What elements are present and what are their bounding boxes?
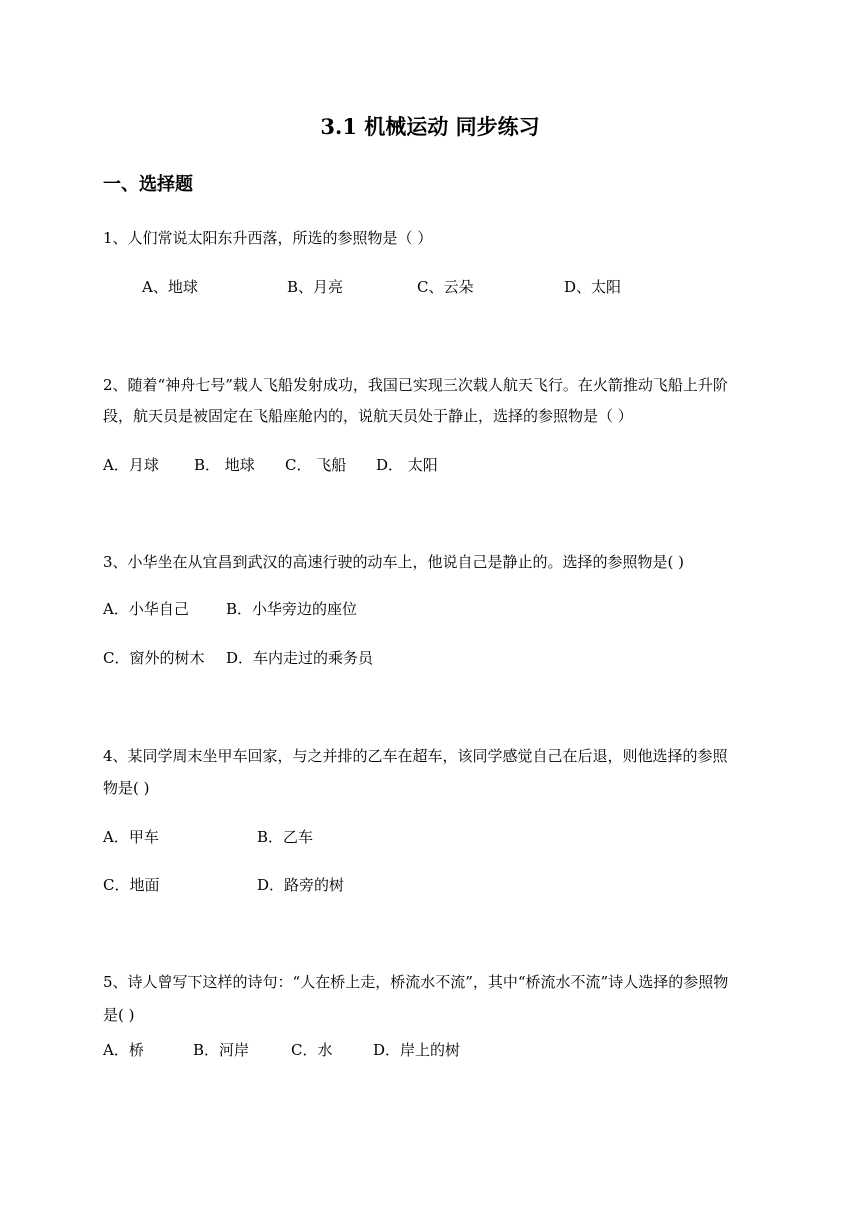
- section-heading: 一、选择题: [103, 174, 193, 195]
- question-5-option-a: A．桥: [103, 1041, 144, 1059]
- question-3-option-c: C．窗外的树木: [103, 649, 205, 667]
- question-4-text-line-1: 4、某同学周末坐甲车回家，与之并排的乙车在超车，该同学感觉自己在后退，则他选择的参照: [103, 747, 728, 765]
- question-2-option-d: D． 太阳: [376, 456, 438, 474]
- question-3-option-b: B．小华旁边的座位: [226, 600, 358, 618]
- question-5-option-c: C．水: [291, 1041, 333, 1059]
- question-3-option-a: A．小华自己: [103, 600, 189, 618]
- question-2-option-c: C． 飞船: [285, 456, 347, 474]
- question-3-option-d: D．车内走过的乘务员: [226, 649, 374, 667]
- question-1-option-a: A、地球: [142, 278, 198, 296]
- question-1-text: 1、人们常说太阳东升西落，所选的参照物是（ ）: [103, 229, 433, 247]
- question-5-text-line-2: 是( ): [103, 1006, 135, 1024]
- question-3-text: 3、小华坐在从宜昌到武汉的高速行驶的动车上，他说自己是静止的。选择的参照物是( ): [103, 553, 685, 571]
- question-1-option-d: D、太阳: [564, 278, 622, 296]
- question-5-option-b: B．河岸: [193, 1041, 250, 1059]
- question-4-option-b: B．乙车: [257, 828, 314, 846]
- question-4-option-d: D．路旁的树: [257, 876, 345, 894]
- question-2-option-b: B． 地球: [194, 456, 255, 474]
- question-1-option-c: C、云朵: [417, 278, 474, 296]
- document-title: 3.1 机械运动 同步练习: [320, 114, 540, 139]
- question-2-text-line-2: 段，航天员是被固定在飞船座舱内的，说航天员处于静止，选择的参照物是（ ）: [103, 407, 633, 425]
- question-1-option-b: B、月亮: [287, 278, 344, 296]
- question-4-option-c: C．地面: [103, 876, 160, 894]
- question-5-text-line-1: 5、诗人曾写下这样的诗句：“人在桥上走，桥流水不流”，其中“桥流水不流”诗人选择的参照物: [103, 973, 729, 991]
- question-2-option-a: A．月球: [103, 456, 159, 474]
- question-4-text-line-2: 物是( ): [103, 779, 150, 797]
- question-2-text-line-1: 2、随着“神舟七号”载人飞船发射成功，我国已实现三次载人航天飞行。在火箭推动飞船上升阶: [103, 376, 728, 394]
- question-4-option-a: A．甲车: [103, 828, 159, 846]
- question-5-option-d: D．岸上的树: [373, 1041, 461, 1059]
